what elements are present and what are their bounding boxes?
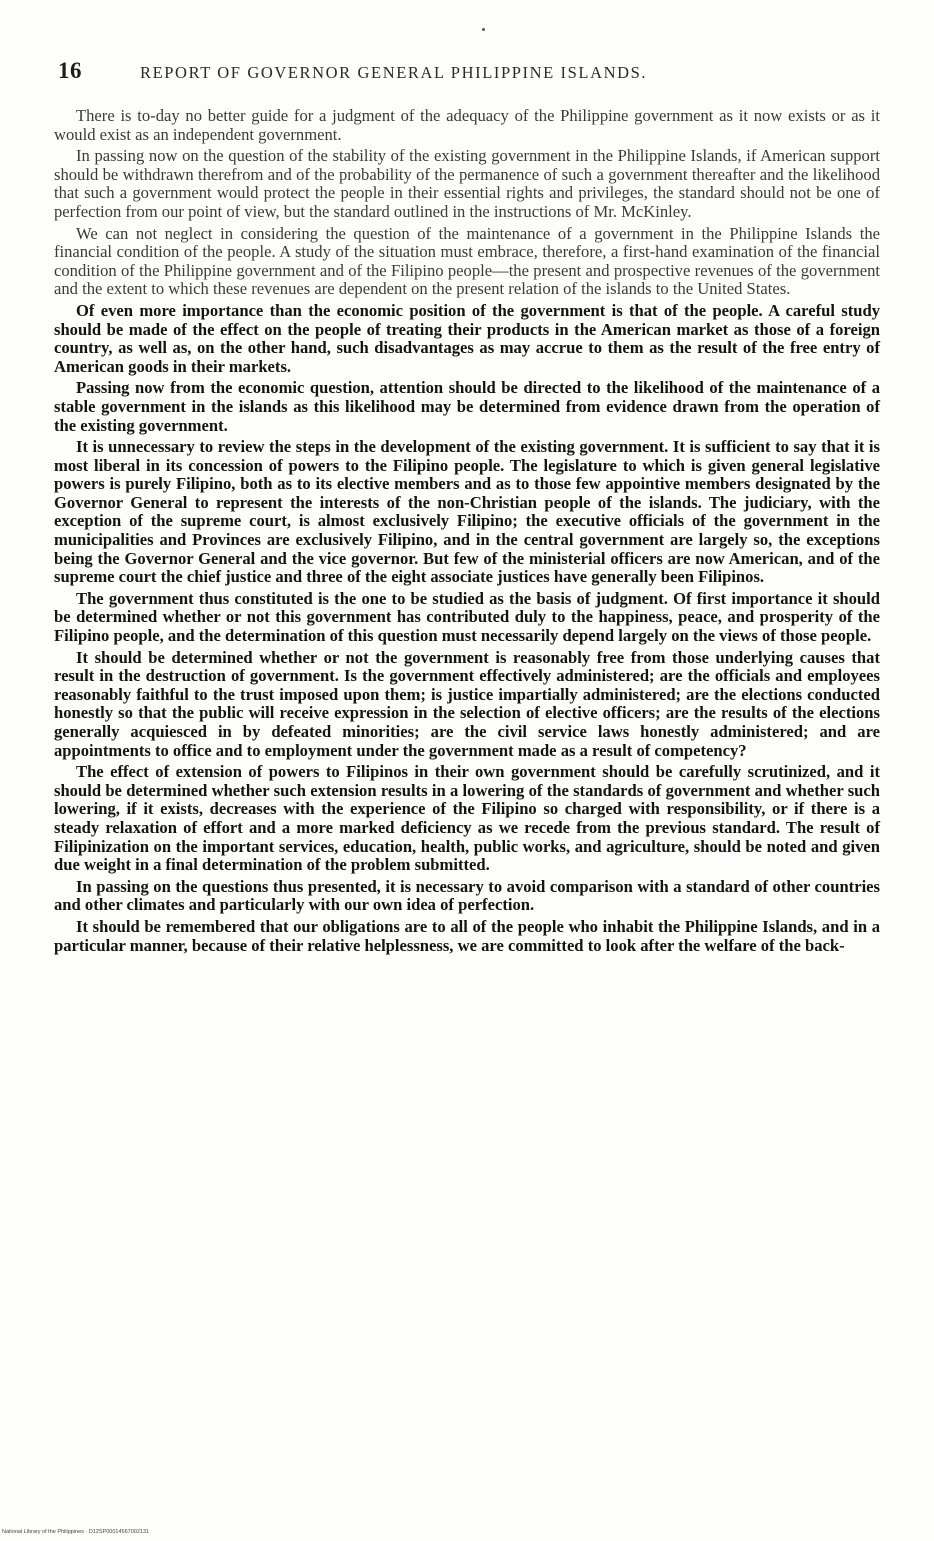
paragraph: It should be determined whether or not the government is reasonably free from those underlying causes that result in the destruction of government. Is the government effectively administered; are the officials and employees reasonably faithful to the trust imposed upon them; is justice impartially administered; are the elections conducted honestly so that the public will receive expression in the selection of elective officers; are the results of the elections generally acquiesced in by defeated minorities; are the civil service laws honestly administered; and are appointments to office and to employment under the government made as a result of competency? (54, 647, 880, 760)
running-head: REPORT OF GOVERNOR GENERAL PHILIPPINE ISLANDS. (140, 63, 648, 82)
paragraph: In passing on the questions thus presented, it is necessary to avoid comparison with a standard of other countries and other climates and particularly with our own idea of perfection. (54, 876, 880, 915)
paragraph: In passing now on the question of the stability of the existing government in the Philippine Islands, if American support should be withdrawn therefrom and of the probability of the permanence of such a government thereafter and the likelihood that such a government would protect the people in their essential rights and privileges, the standard should not be one of perfection from our point of view, but the standard outlined in the instructions of Mr. McKinley. (54, 146, 880, 221)
library-mark: National Library of the Philippines · D12SP00014567002131 (2, 1529, 150, 1535)
paragraph: Of even more importance than the economic position of the government is that of the people. A careful study should be made of the effect on the people of treating their products in the American market as those of a foreign country, as well as, on the other hand, such disadvantages as may accrue to them as the result of the free entry of American goods in their markets. (54, 300, 880, 376)
body-text (54, 107, 880, 958)
paragraph: We can not neglect in considering the question of the maintenance of a government in the Philippine Islands the financial condition of the people. A study of the situation must embrace, therefore, a first-hand examination of the financial condition of the Philippine government and of the Filipino people—the present and prospective revenues of the government and the extent to which these revenues are dependent on the present relation of the islands to the United States. (54, 223, 880, 299)
paragraph: Passing now from the economic question, attention should be directed to the likelihood of the maintenance of a stable government in the islands as this likelihood may be determined from evidence drawn from the operation of the existing government. (54, 378, 880, 435)
paragraph: The effect of extension of powers to Filipinos in their own government should be carefully scrutinized, and it should be determined whether such extension results in a lowering of the standards of government and whether such lowering, if it exists, decreases with the experience of the Filipino so charged with responsibility, or if there is a steady relaxation of effort and a more marked deficiency as we recede from the previous standard. The result of Filipinization on the important services, education, health, public works, and agriculture, should be noted and given due weight in a final determination of the problem submitted. (54, 762, 880, 875)
page-header (58, 58, 868, 90)
paragraph: It should be remembered that our obligations are to all of the people who inhabit the Philippine Islands, and in a particular manner, because of their relative helplessness, we are committed to look after the welfare of the back- (54, 916, 880, 955)
paragraph: The government thus constituted is the one to be studied as the basis of judgment. Of first importance it should be determined whether or not this government has contributed duly to the happiness, peace, and prosperity of the Filipino people, and the determination of this question must necessarily depend largely on the views of those people. (54, 588, 880, 646)
scan-speck (482, 28, 485, 31)
paragraph: There is to-day no better guide for a judgment of the adequacy of the Philippine government as it now exists or as it would exist as an independent government. (54, 106, 880, 144)
paragraph: It is unnecessary to review the steps in the development of the existing government. It is sufficient to say that it is most liberal in its concession of powers to the Filipino people. The legislature to which is given general legislative powers is purely Filipino, both as to its elective members and as to those few appointive members designated by the Governor General to represent the interests of the non-Christian people of the islands. The judiciary, with the exception of the supreme court, is almost exclusively Filipino; the executive officials of the government in the municipalities and Provinces are exclusively Filipino, and in the central government are largely so, the exceptions being the Governor General and the vice governor. But few of the ministerial officers are now American, and of the supreme court the chief justice and three of the eight associate justices have generally been Filipinos. (54, 437, 880, 587)
page-number: 16 (58, 58, 82, 83)
